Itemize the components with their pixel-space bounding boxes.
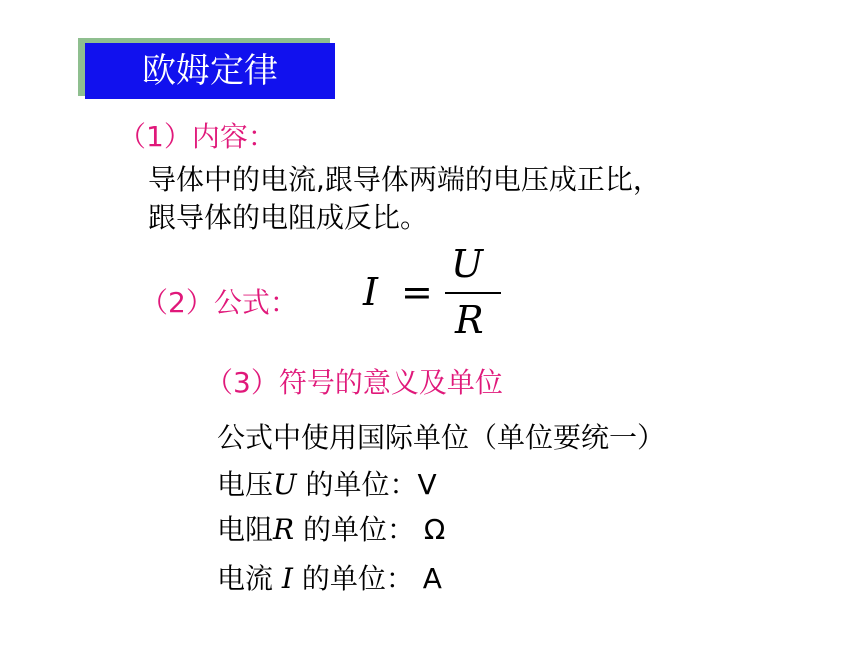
section2-heading: （2）公式：: [140, 286, 298, 319]
formula-current-symbol: I: [363, 270, 379, 314]
formula-equals: =: [401, 270, 433, 314]
formula-numerator: U: [451, 242, 484, 286]
resistance-unit-line: [217, 510, 445, 550]
ohm-formula: [355, 242, 515, 342]
slide-title: 欧姆定律: [85, 43, 335, 99]
resistance-prefix: 电阻: [217, 513, 274, 546]
voltage-symbol: U: [273, 468, 297, 501]
content-line-2: 跟导体的电阻成反比。: [148, 201, 429, 234]
resistance-unit: 的单位： Ω: [294, 513, 446, 546]
section3-heading: （3）符号的意义及单位: [205, 366, 503, 399]
section1-heading: （1）内容：: [118, 120, 276, 153]
voltage-unit: 的单位：V: [296, 468, 437, 501]
current-unit-line: [217, 559, 442, 599]
content-line-1: 导体中的电流,跟导体两端的电压成正比，: [148, 163, 661, 196]
fraction-bar: [445, 292, 501, 294]
formula-denominator: R: [455, 298, 484, 342]
current-symbol: I: [281, 562, 293, 595]
units-note: 公式中使用国际单位（单位要统一）: [217, 421, 666, 454]
resistance-symbol: R: [273, 513, 295, 546]
current-unit: 的单位： A: [292, 562, 442, 595]
voltage-unit-line: [217, 465, 437, 505]
current-prefix: 电流: [217, 562, 282, 595]
voltage-prefix: 电压: [217, 468, 274, 501]
